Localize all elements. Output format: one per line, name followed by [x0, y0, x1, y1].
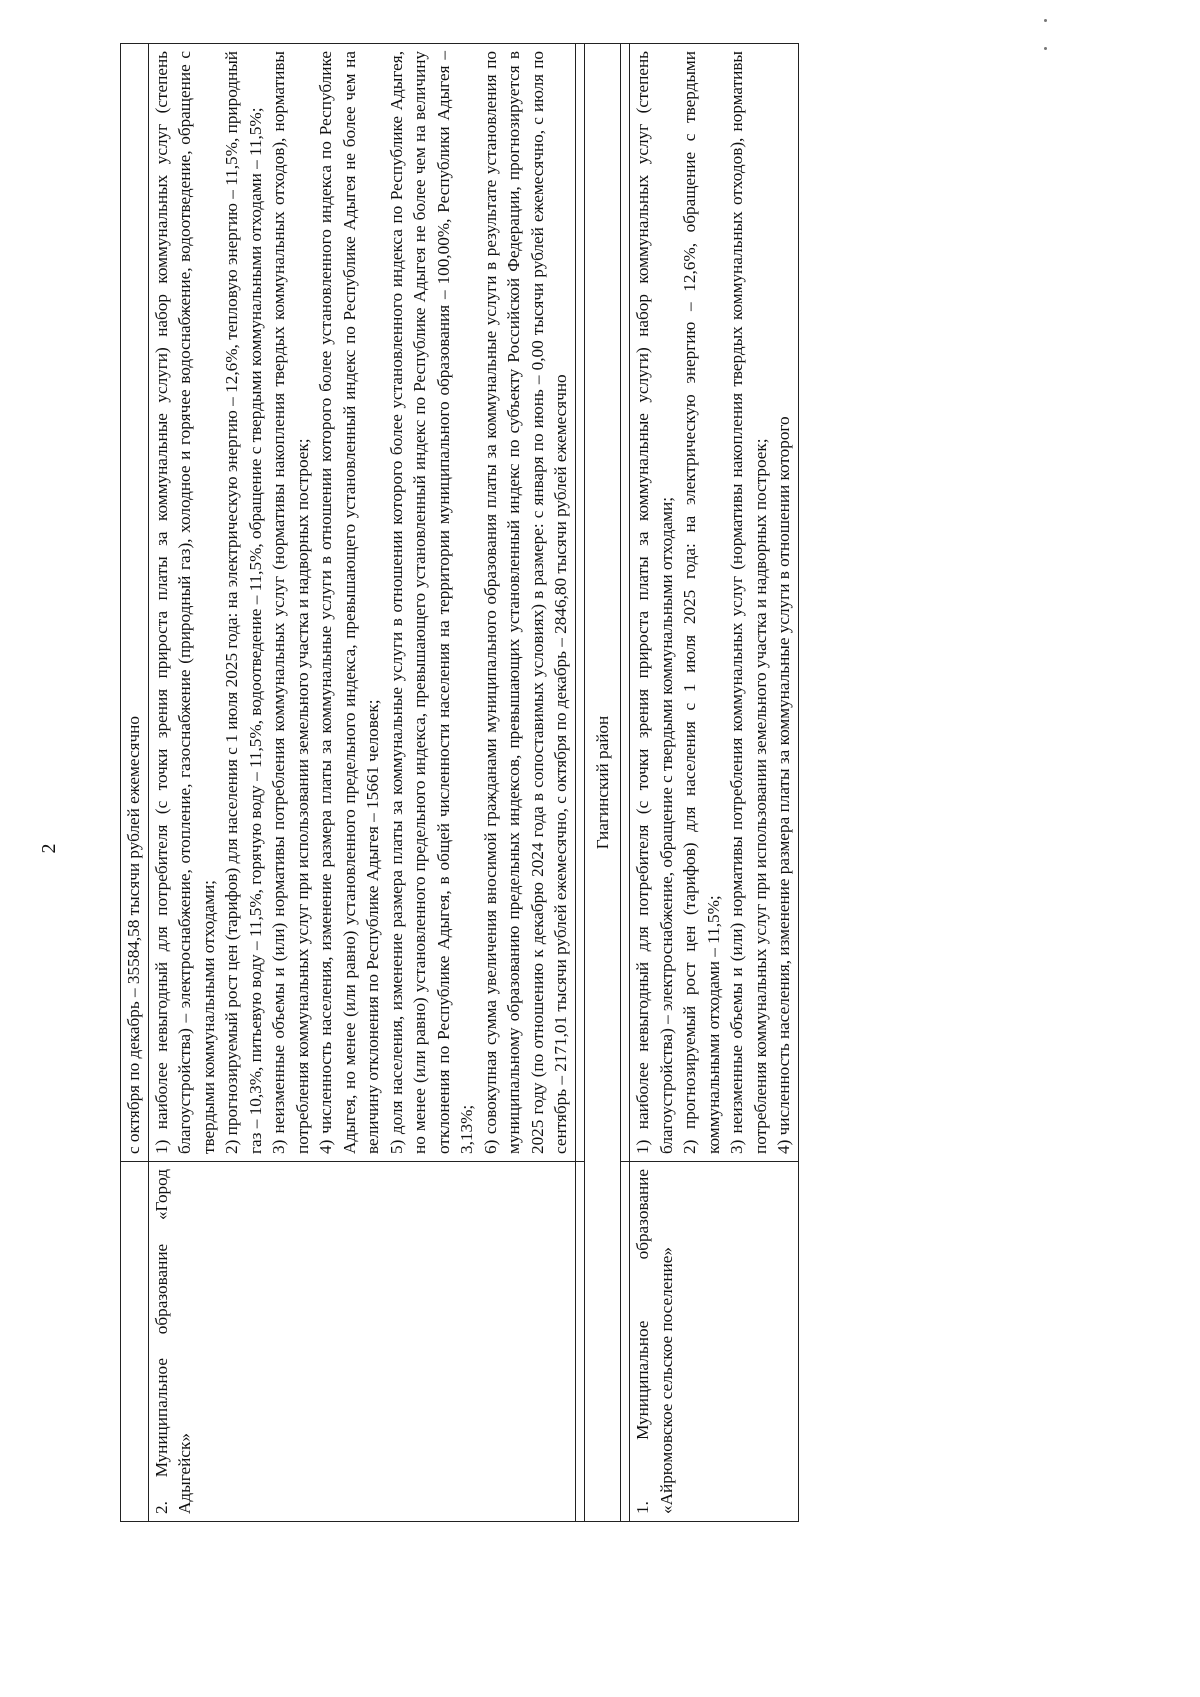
criterion-item: 2) прогнозируемый рост цен (тарифов) для населения с 1 июля 2025 года: на электрическую энергию – 12,6%, обращение с твердыми коммунальными отходами – 11,5%; [680, 51, 723, 1154]
spacer-cell [575, 1162, 584, 1522]
table-row-continuation [121, 44, 149, 1522]
criterion-item: 3) неизменные объемы и (или) нормативы потребления коммунальных услуг (нормативы накопления твердых коммунальных отходов), нормативы потребления коммунальных услуг при использовании земельного участка и надворных построек; [727, 51, 770, 1154]
table-row-municipality [148, 44, 575, 1522]
scan-speck [1044, 19, 1047, 22]
criterion-item: 4) численность населения, изменение размера платы за коммунальные услуги в отношении которого [774, 416, 793, 1154]
criterion-item: 1) наиболее невыгодный для потребителя (с точки зрения прироста платы за коммунальные услуги) набор коммунальных услуг (степень благоустройства) – электроснабжение, отопление, газоснабжение (природный газ), холодное и горячее водоснабжение, водоотведение, обращение с твердыми коммунальными отходами; [151, 51, 218, 1154]
municipality-name: 2. Муниципальное образование «Город Адыгейск» [148, 1162, 575, 1522]
criterion-item: 1) наиболее невыгодный для потребителя (с точки зрения прироста платы за коммунальные услуги) набор коммунальных услуг (степень благоустройства) – электроснабжение, обращение с твердыми коммунальными отходами; [633, 51, 676, 1154]
spacer-cell [575, 44, 584, 1162]
criterion-item: 3) неизменные объемы и (или) нормативы потребления коммунальных услуг (нормативы накопления твердых коммунальных отходов), нормативы потребления коммунальных услуг при использовании земельного участка и надворных построек; [269, 51, 312, 1154]
spacer-cell [621, 44, 630, 1162]
criterion-item: 5) доля населения, изменение размера платы за коммунальные услуги в отношении которого более установленного индекса по Республике Адыгея, но менее (или равно) установленного предельного индекса, превышающего установленный индекс по Республике Адыгея не более чем на величину отклонения по Республике Адыгея, в общей численности населения на территории муниципального образования – 100,00%, Республики Адыгея – 3,13%; [386, 51, 476, 1154]
criteria-cell [148, 44, 575, 1162]
table-row-district-heading [584, 44, 621, 1522]
criterion-item: 6) совокупная сумма увеличения вносимой гражданами муниципального образования платы за коммунальные услуги в результате установления по муниципальному образованию предельных индексов, превышающих установленный индекс по субъекту Российской Федерации, прогнозируется в 2025 году (по отношению к декабрю 2024 года в сопоставимых условиях) в размере: с января по июнь – 0,00 тысячи рублей ежемесячно, с июля по сентябрь – 2171,01 тысячи рублей ежемесячно, с октября по декабрь – 2846,80 тысячи рублей ежемесячно [480, 51, 570, 1154]
municipality-name: 1. Муниципальное образование «Айрюмовское сельское поселение» [630, 1162, 799, 1522]
criterion-item: 4) численность населения, изменение размера платы за коммунальные услуги в отношении которого более установленного индекса по Республике Адыгея, но менее (или равно) установленного предельного индекса, превышающего установленный индекс по Республике Адыгея не более чем на величину отклонения по Республике Адыгея – 15661 человек; [316, 51, 382, 1154]
spacer-cell [621, 1162, 630, 1522]
continuation-text: с октября по декабрь – 35584,58 тысячи рублей ежемесячно [121, 44, 149, 1162]
table-row-spacer [575, 44, 584, 1522]
municipality-cell-empty [121, 1162, 149, 1522]
scan-speck [1044, 47, 1047, 50]
district-heading: Гиагинский район [584, 44, 621, 1522]
table-row-municipality [630, 44, 799, 1522]
table-row-spacer [621, 44, 630, 1522]
criteria-cell [630, 44, 799, 1162]
municipal-indices-table [120, 43, 799, 1522]
page-number: 2 [38, 843, 60, 854]
criterion-item: 2) прогнозируемый рост цен (тарифов) для населения с 1 июля 2025 года: на электрическую энергию – 12,6%, тепловую энергию – 11,5%, природный газ – 10,3%, питьевую воду – 11,5%, горячую воду – 11,5%, водоотведение – 11,5%, обращение с твердыми коммунальными отходами – 11,5%; [222, 51, 265, 1154]
